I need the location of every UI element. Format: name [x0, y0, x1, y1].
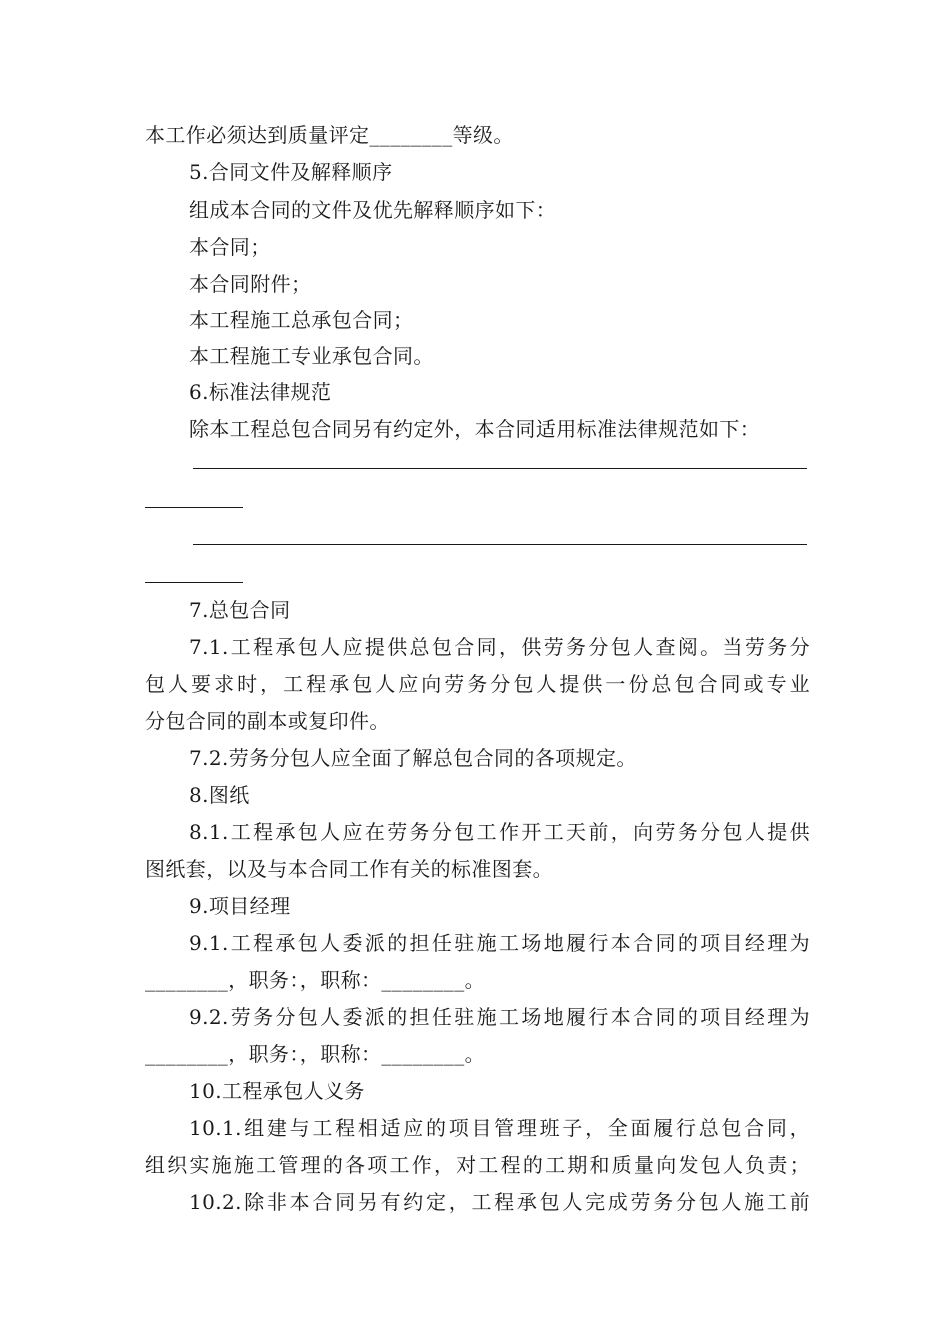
paragraph-line: 9.2.劳务分包人委派的担任驻施工场地履行本合同的项目经理为: [189, 1005, 810, 1029]
paragraph-line: ________，职务：，职称：________。: [145, 968, 485, 992]
paragraph-line: 8.1.工程承包人应在劳务分包工作开工天前，向劳务分包人提供: [189, 820, 810, 844]
paragraph-line: ________，职务：，职称：________。: [145, 1042, 485, 1066]
section-6-heading: 6.标准法律规范: [189, 380, 332, 404]
blank-line-1b: [145, 507, 243, 508]
paragraph-line: 组织实施施工管理的各项工作，对工程的工期和质量向发包人负责；: [145, 1153, 810, 1177]
paragraph-line: 9.1.工程承包人委派的担任驻施工场地履行本合同的项目经理为: [189, 931, 810, 955]
paragraph-line: 包人要求时，工程承包人应向劳务分包人提供一份总包合同或专业: [145, 672, 810, 696]
list-item: 本合同附件；: [189, 272, 312, 296]
paragraph-line: 10.2.除非本合同另有约定，工程承包人完成劳务分包人施工前: [189, 1190, 810, 1214]
section-10-heading: 10.工程承包人义务: [189, 1079, 365, 1103]
blank-line-2a: [193, 544, 807, 545]
paragraph-line: 7.2.劳务分包人应全面了解总包合同的各项规定。: [189, 746, 637, 770]
section-9-heading: 9.项目经理: [189, 894, 291, 918]
paragraph-line: 组成本合同的文件及优先解释顺序如下：: [189, 198, 557, 222]
section-7-heading: 7.总包合同: [189, 598, 291, 622]
list-item: 本合同；: [189, 235, 271, 259]
paragraph-line: 10.1.组建与工程相适应的项目管理班子，全面履行总包合同，: [189, 1116, 810, 1140]
paragraph-line: 7.1.工程承包人应提供总包合同，供劳务分包人查阅。当劳务分: [189, 635, 810, 659]
section-5-heading: 5.合同文件及解释顺序: [189, 160, 393, 184]
list-item: 本工程施工总承包合同；: [189, 308, 414, 332]
paragraph-line: 分包合同的副本或复印件。: [145, 709, 390, 733]
quality-grade-line: 本工作必须达到质量评定________等级。: [145, 123, 514, 147]
paragraph-line: 图纸套，以及与本合同工作有关的标准图套。: [145, 857, 553, 881]
paragraph-line: 除本工程总包合同另有约定外，本合同适用标准法律规范如下：: [189, 417, 761, 441]
blank-line-2b: [145, 582, 243, 583]
blank-line-1a: [193, 468, 807, 469]
section-8-heading: 8.图纸: [189, 783, 250, 807]
list-item: 本工程施工专业承包合同。: [189, 344, 434, 368]
